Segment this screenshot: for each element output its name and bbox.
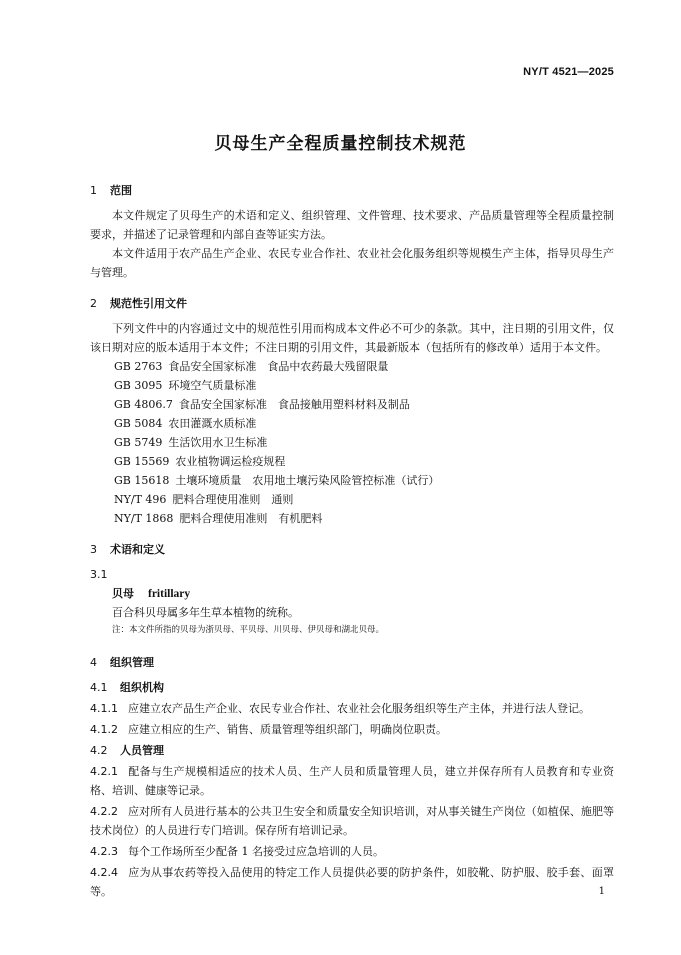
clause (90, 699, 614, 718)
section-heading-terms (90, 540, 614, 559)
reference-code: GB 2763 (114, 360, 163, 373)
standard-number: NY/T 4521—2025 (523, 66, 614, 78)
section-number: 1 (90, 184, 97, 197)
reference-item (90, 357, 614, 376)
reference-list (90, 357, 614, 528)
reference-title: 食品安全国家标准 食品中农药最大残留限量 (168, 360, 389, 373)
section-number: 2 (90, 297, 97, 310)
clause (90, 720, 614, 739)
section-title: 组织管理 (110, 656, 154, 669)
section-title: 范围 (110, 184, 132, 197)
reference-title: 食品安全国家标准 食品接触用塑料材料及制品 (178, 398, 410, 411)
reference-code: NY/T 496 (114, 493, 167, 506)
reference-item (90, 414, 614, 433)
section-title: 术语和定义 (110, 543, 165, 556)
clause-text: 应建立相应的生产、销售、质量管理等组织部门，明确岗位职责。 (128, 723, 447, 736)
section-heading-normative-references (90, 294, 614, 313)
term-english: fritillary (148, 588, 191, 600)
clause-text: 应对所有人员进行基本的公共卫生安全和质量安全知识培训，对从事关键生产岗位（如植保、施肥等技术岗位）的人员进行专门培训。保存所有培训记录。 (90, 805, 614, 837)
section-title: 规范性引用文件 (110, 297, 187, 310)
reference-item (90, 452, 614, 471)
clause-number: 4.2.1 (90, 765, 118, 778)
reference-title: 农业植物调运检疫规程 (175, 455, 286, 468)
document-title: 贝母生产全程质量控制技术规范 (214, 134, 467, 154)
reference-item (90, 395, 614, 414)
section-number: 4 (90, 656, 97, 669)
reference-code: GB 3095 (114, 379, 163, 392)
reference-title: 农田灌溉水质标准 (168, 417, 257, 430)
reference-code: GB 5749 (114, 436, 163, 449)
reference-item (90, 490, 614, 509)
references-intro: 下列文件中的内容通过文中的规范性引用而构成本文件必不可少的条款。其中，注日期的引用文件，仅该日期对应的版本适用于本文件；不注日期的引用文件，其最新版本（包括所有的修改单）适用于本文件。 (90, 322, 614, 354)
reference-title: 土壤环境质量 农用地土壤污染风险管控标准（试行） (175, 474, 440, 487)
term-definition: 百合科贝母属多年生草本植物的统称。 (112, 606, 299, 619)
clause-text: 应为从事农药等投入品使用的特定工作人员提供必要的防护条件，如胶靴、防护服、胶手套、面罩等。 (90, 866, 614, 898)
reference-item (90, 433, 614, 452)
clause-text: 应建立农产品生产企业、农民专业合作社、农业社会化服务组织等生产主体，并进行法人登记。 (128, 702, 590, 715)
subsection-heading (90, 741, 614, 760)
reference-code: GB 15569 (114, 455, 170, 468)
section-heading-scope (90, 181, 614, 200)
subsection-title: 组织机构 (120, 681, 164, 694)
reference-title: 肥料合理使用准则 通则 (172, 493, 294, 506)
scope-paragraph: 本文件规定了贝母生产的术语和定义、组织管理、文件管理、技术要求、产品质量管理等全程质量控制要求，并描述了记录管理和内部自查等证实方法。 (90, 209, 614, 241)
section-number: 3 (90, 543, 97, 556)
page-number: 1 (598, 886, 605, 897)
clause-number: 4.2.3 (90, 845, 118, 858)
reference-item (90, 376, 614, 395)
term-entry (90, 584, 614, 603)
reference-code: GB 4806.7 (114, 398, 173, 411)
section-heading-organization (90, 653, 614, 672)
clause-number: 4.1.1 (90, 702, 118, 715)
clause-text: 配备与生产规模相适应的技术人员、生产人员和质量管理人员，建立并保存所有人员教育和专业资格、培训、健康等记录。 (90, 765, 614, 797)
reference-code: GB 15618 (114, 474, 170, 487)
clause-text: 每个工作场所至少配备 1 名接受过应急培训的人员。 (128, 845, 384, 858)
term-chinese: 贝母 (112, 587, 134, 600)
subsection-number: 4.1 (90, 681, 108, 694)
clause (90, 762, 614, 800)
reference-item (90, 471, 614, 490)
reference-code: GB 5084 (114, 417, 163, 430)
term-number: 3.1 (90, 568, 108, 581)
document-body (90, 181, 614, 903)
reference-title: 环境空气质量标准 (168, 379, 257, 392)
clause-number: 4.2.2 (90, 805, 118, 818)
scope-paragraph: 本文件适用于农产品生产企业、农民专业合作社、农业社会化服务组织等规模生产主体，指导贝母生产与管理。 (90, 247, 614, 279)
clause-number: 4.1.2 (90, 723, 118, 736)
term-note: 注：本文件所指的贝母为浙贝母、平贝母、川贝母、伊贝母和湖北贝母。 (112, 625, 385, 635)
subsection-title: 人员管理 (120, 744, 164, 757)
reference-title: 生活饮用水卫生标准 (168, 436, 268, 449)
clause (90, 863, 614, 901)
subsection-heading (90, 678, 614, 697)
clause-number: 4.2.4 (90, 866, 118, 879)
clause (90, 842, 614, 861)
reference-item (90, 509, 614, 528)
subsection-number: 4.2 (90, 744, 108, 757)
reference-title: 肥料合理使用准则 有机肥料 (179, 512, 323, 525)
clause (90, 802, 614, 840)
reference-code: NY/T 1868 (114, 512, 174, 525)
